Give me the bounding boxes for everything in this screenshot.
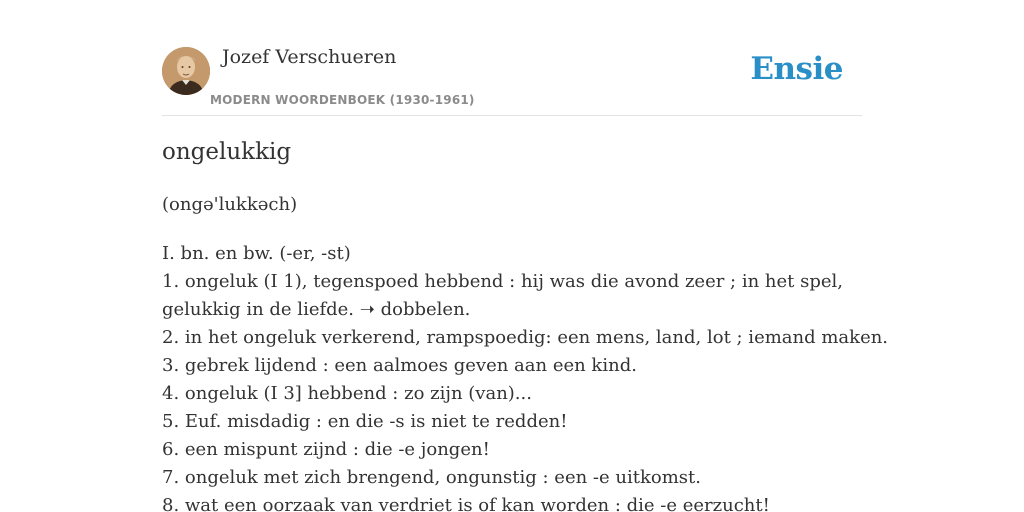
pronunciation: (ongə'lukkəch): [162, 194, 298, 215]
author-name[interactable]: Jozef Verschueren: [222, 46, 397, 68]
xref-link[interactable]: dobbelen.: [380, 299, 471, 320]
definition-text: gelukkig in de liefde.: [162, 299, 355, 320]
definition-line: [162, 296, 862, 324]
definition-line: 4. ongeluk (I 3] hebbend : zo zijn (van)...: [162, 383, 532, 404]
definition-body: [162, 240, 889, 512]
definition-line: 2. in het ongeluk verkerend, rampspoedig: een mens, land, lot ; iemand maken.: [162, 327, 889, 348]
site-header: [162, 0, 862, 116]
portrait-icon: [162, 47, 210, 95]
arrow-icon: ➝: [359, 299, 375, 320]
definition-line: I. bn. en bw. (-er, -st): [162, 243, 351, 264]
definition-line: 7. ongeluk met zich brengend, ongunstig : een -e uitkomst.: [162, 467, 701, 488]
entry-title: ongelukkig: [162, 139, 292, 165]
definition-line: 6. een mispunt zijnd : die -e jongen!: [162, 439, 490, 460]
author-avatar[interactable]: [162, 47, 210, 95]
definition-line: 8. wat een oorzaak van verdriet is of kan worden : die -e eerzucht!: [162, 495, 770, 512]
definition-line: 5. Euf. misdadig : en die -s is niet te redden!: [162, 411, 568, 432]
definition-line: 3. gebrek lijdend : een aalmoes geven aan een kind.: [162, 355, 637, 376]
source-label[interactable]: MODERN WOORDENBOEK (1930-1961): [210, 93, 475, 107]
ensie-logo[interactable]: Ensie: [750, 51, 843, 87]
definition-line: 1. ongeluk (I 1), tegenspoed hebbend : hij was die avond zeer ; in het spel,: [162, 271, 844, 292]
